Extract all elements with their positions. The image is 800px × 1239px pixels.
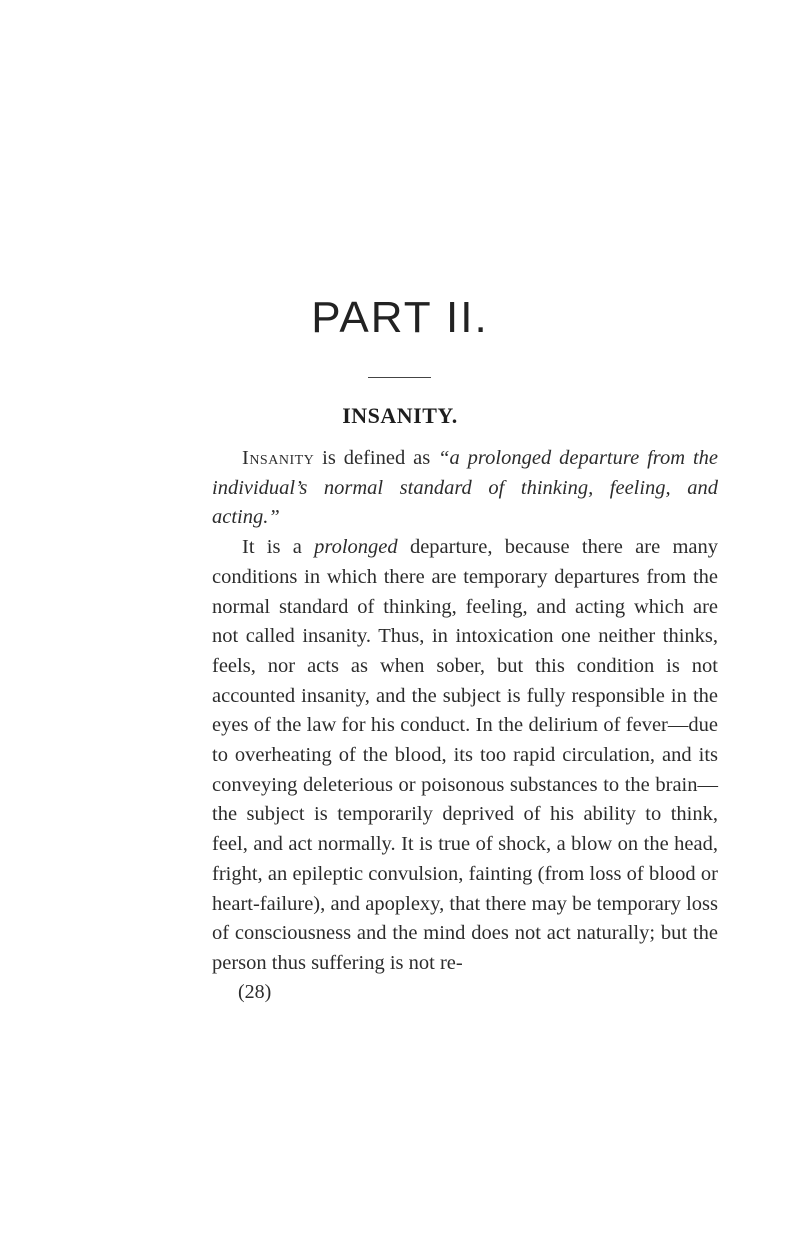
explanation-start: It is a <box>242 536 315 559</box>
body-text <box>212 444 718 979</box>
definition-quote: “a prolonged departure from the individual’s normal standard of thinking, feeling, and acting.” <box>212 447 718 529</box>
explanation-rest: departure, because there are many conditions in which there are temporary departures from the normal standard of thinking, feeling, and acting which are not called insanity. Thus, in intoxication one neither thinks, feels, nor acts as when sober, but this condition is not accounted insanity, and the subject is fully responsible in the eyes of the law for his conduct. In the delirium of fever—due to overheating of the blood, its too rapid circulation, and its conveying deleterious or poisonous substances to the brain—the subject is temporarily deprived of his ability to think, feel, and act normally. It is true of shock, a blow on the head, fright, an epileptic convulsion, fainting (from loss of blood or heart-failure), and apoplexy, that there may be temporary loss of consciousness and the mind does not act naturally; but the person thus suffering is not re- <box>212 536 718 974</box>
explanation-paragraph <box>212 533 718 979</box>
page-number: (28) <box>238 981 272 1003</box>
lead-word: Insanity <box>242 447 315 469</box>
emphasis-word: prolonged <box>314 536 398 559</box>
definition-intro: is defined as <box>314 447 439 469</box>
part-heading: PART II. <box>311 293 489 342</box>
section-divider <box>368 377 431 378</box>
chapter-heading: INSANITY. <box>342 403 458 428</box>
definition-paragraph <box>212 444 718 533</box>
